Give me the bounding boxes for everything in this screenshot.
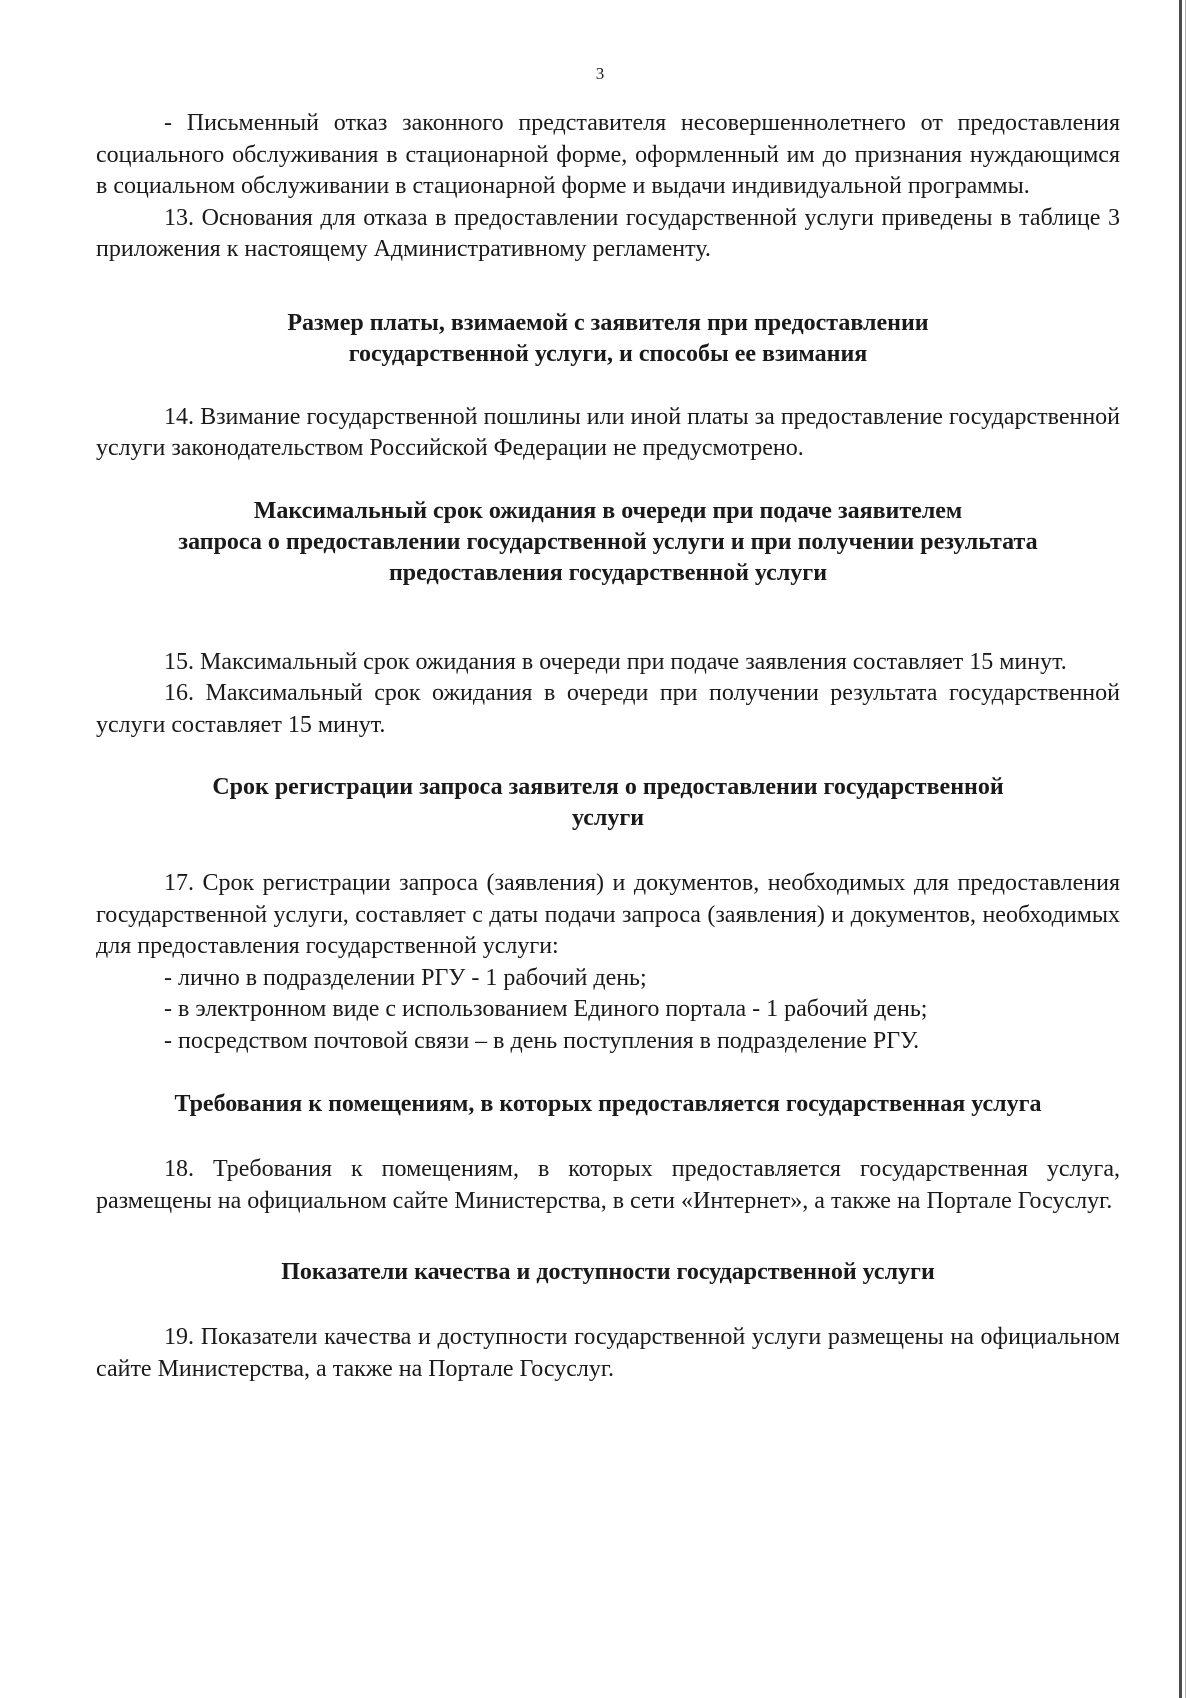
paragraph-refusal: - Письменный отказ законного представителя несовершеннолетнего от предоставления социального обслуживания в стационарной форме, оформленный им до признания нуждающимся в социальном обслуживании в стационарной форме и выдачи индивидуальной программы. [96, 110, 1120, 199]
heading-fee-line-1: Размер платы, взимаемой с заявителя при предоставлении [287, 309, 929, 336]
paragraph-19: 19. Показатели качества и доступности государственной услуги размещены на официальном сайте Министерства, а также на Портале Госуслуг. [96, 1324, 1120, 1382]
heading-queue [96, 496, 1120, 589]
heading-quality: Показатели качества и доступности государственной услуги [281, 1259, 935, 1285]
scan-edge-line [1179, 0, 1182, 1698]
paragraph-13: 13. Основания для отказа в предоставлении государственной услуги приведены в таблице 3 приложения к настоящему Административному регламенту. [96, 204, 1120, 262]
heading-queue-line-3: предоставления государственной услуги [388, 559, 828, 586]
heading-registration-line-2: услуги [571, 805, 645, 831]
paragraph-14: 14. Взимание государственной пошлины или иной платы за предоставление государственной услуги законодательством Российской Федерации не предусмотрено. [96, 403, 1120, 461]
paragraph-18: 18. Требования к помещениям, в которых предоставляется государственная услуга, размещены на официальном сайте Министерства, в сети «Интернет», а также на Портале Госуслуг. [96, 1156, 1120, 1214]
paragraph-15: 15. Максимальный срок ожидания в очереди при подаче заявления составляет 15 минут. [164, 648, 1067, 675]
heading-premises: Требования к помещениям, в которых предоставляется государственная услуга [174, 1091, 1042, 1117]
heading-fee [96, 308, 1120, 370]
document-body [96, 108, 1120, 1385]
page-number: 3 [595, 64, 605, 83]
heading-fee-line-2: государственной услуги, и способы ее взимания [348, 340, 868, 367]
paragraph-17: 17. Срок регистрации запроса (заявления) и документов, необходимых для предоставления государственной услуги, составляет с даты подачи запроса (заявления) и документов, необходимых для предоставления государственной услуги: [96, 870, 1120, 959]
paragraph-16: 16. Максимальный срок ожидания в очереди при получении результата государственной услуги составляет 15 минут. [96, 680, 1120, 738]
list-item: - посредством почтовой связи – в день поступления в подразделение РГУ. [164, 1027, 920, 1054]
list-item: - в электронном виде с использованием Единого портала - 1 рабочий день; [164, 996, 928, 1022]
list-item: - лично в подразделении РГУ - 1 рабочий день; [164, 964, 647, 991]
heading-registration-line-1: Срок регистрации запроса заявителя о предоставлении государственной [212, 774, 1004, 800]
heading-queue-line-2: запроса о предоставлении государственной услуги и при получении результата [178, 528, 1038, 555]
heading-registration [96, 772, 1120, 834]
scan-edge-line-light [1185, 0, 1186, 1698]
heading-queue-line-1: Максимальный срок ожидания в очереди при подаче заявителем [253, 497, 963, 524]
